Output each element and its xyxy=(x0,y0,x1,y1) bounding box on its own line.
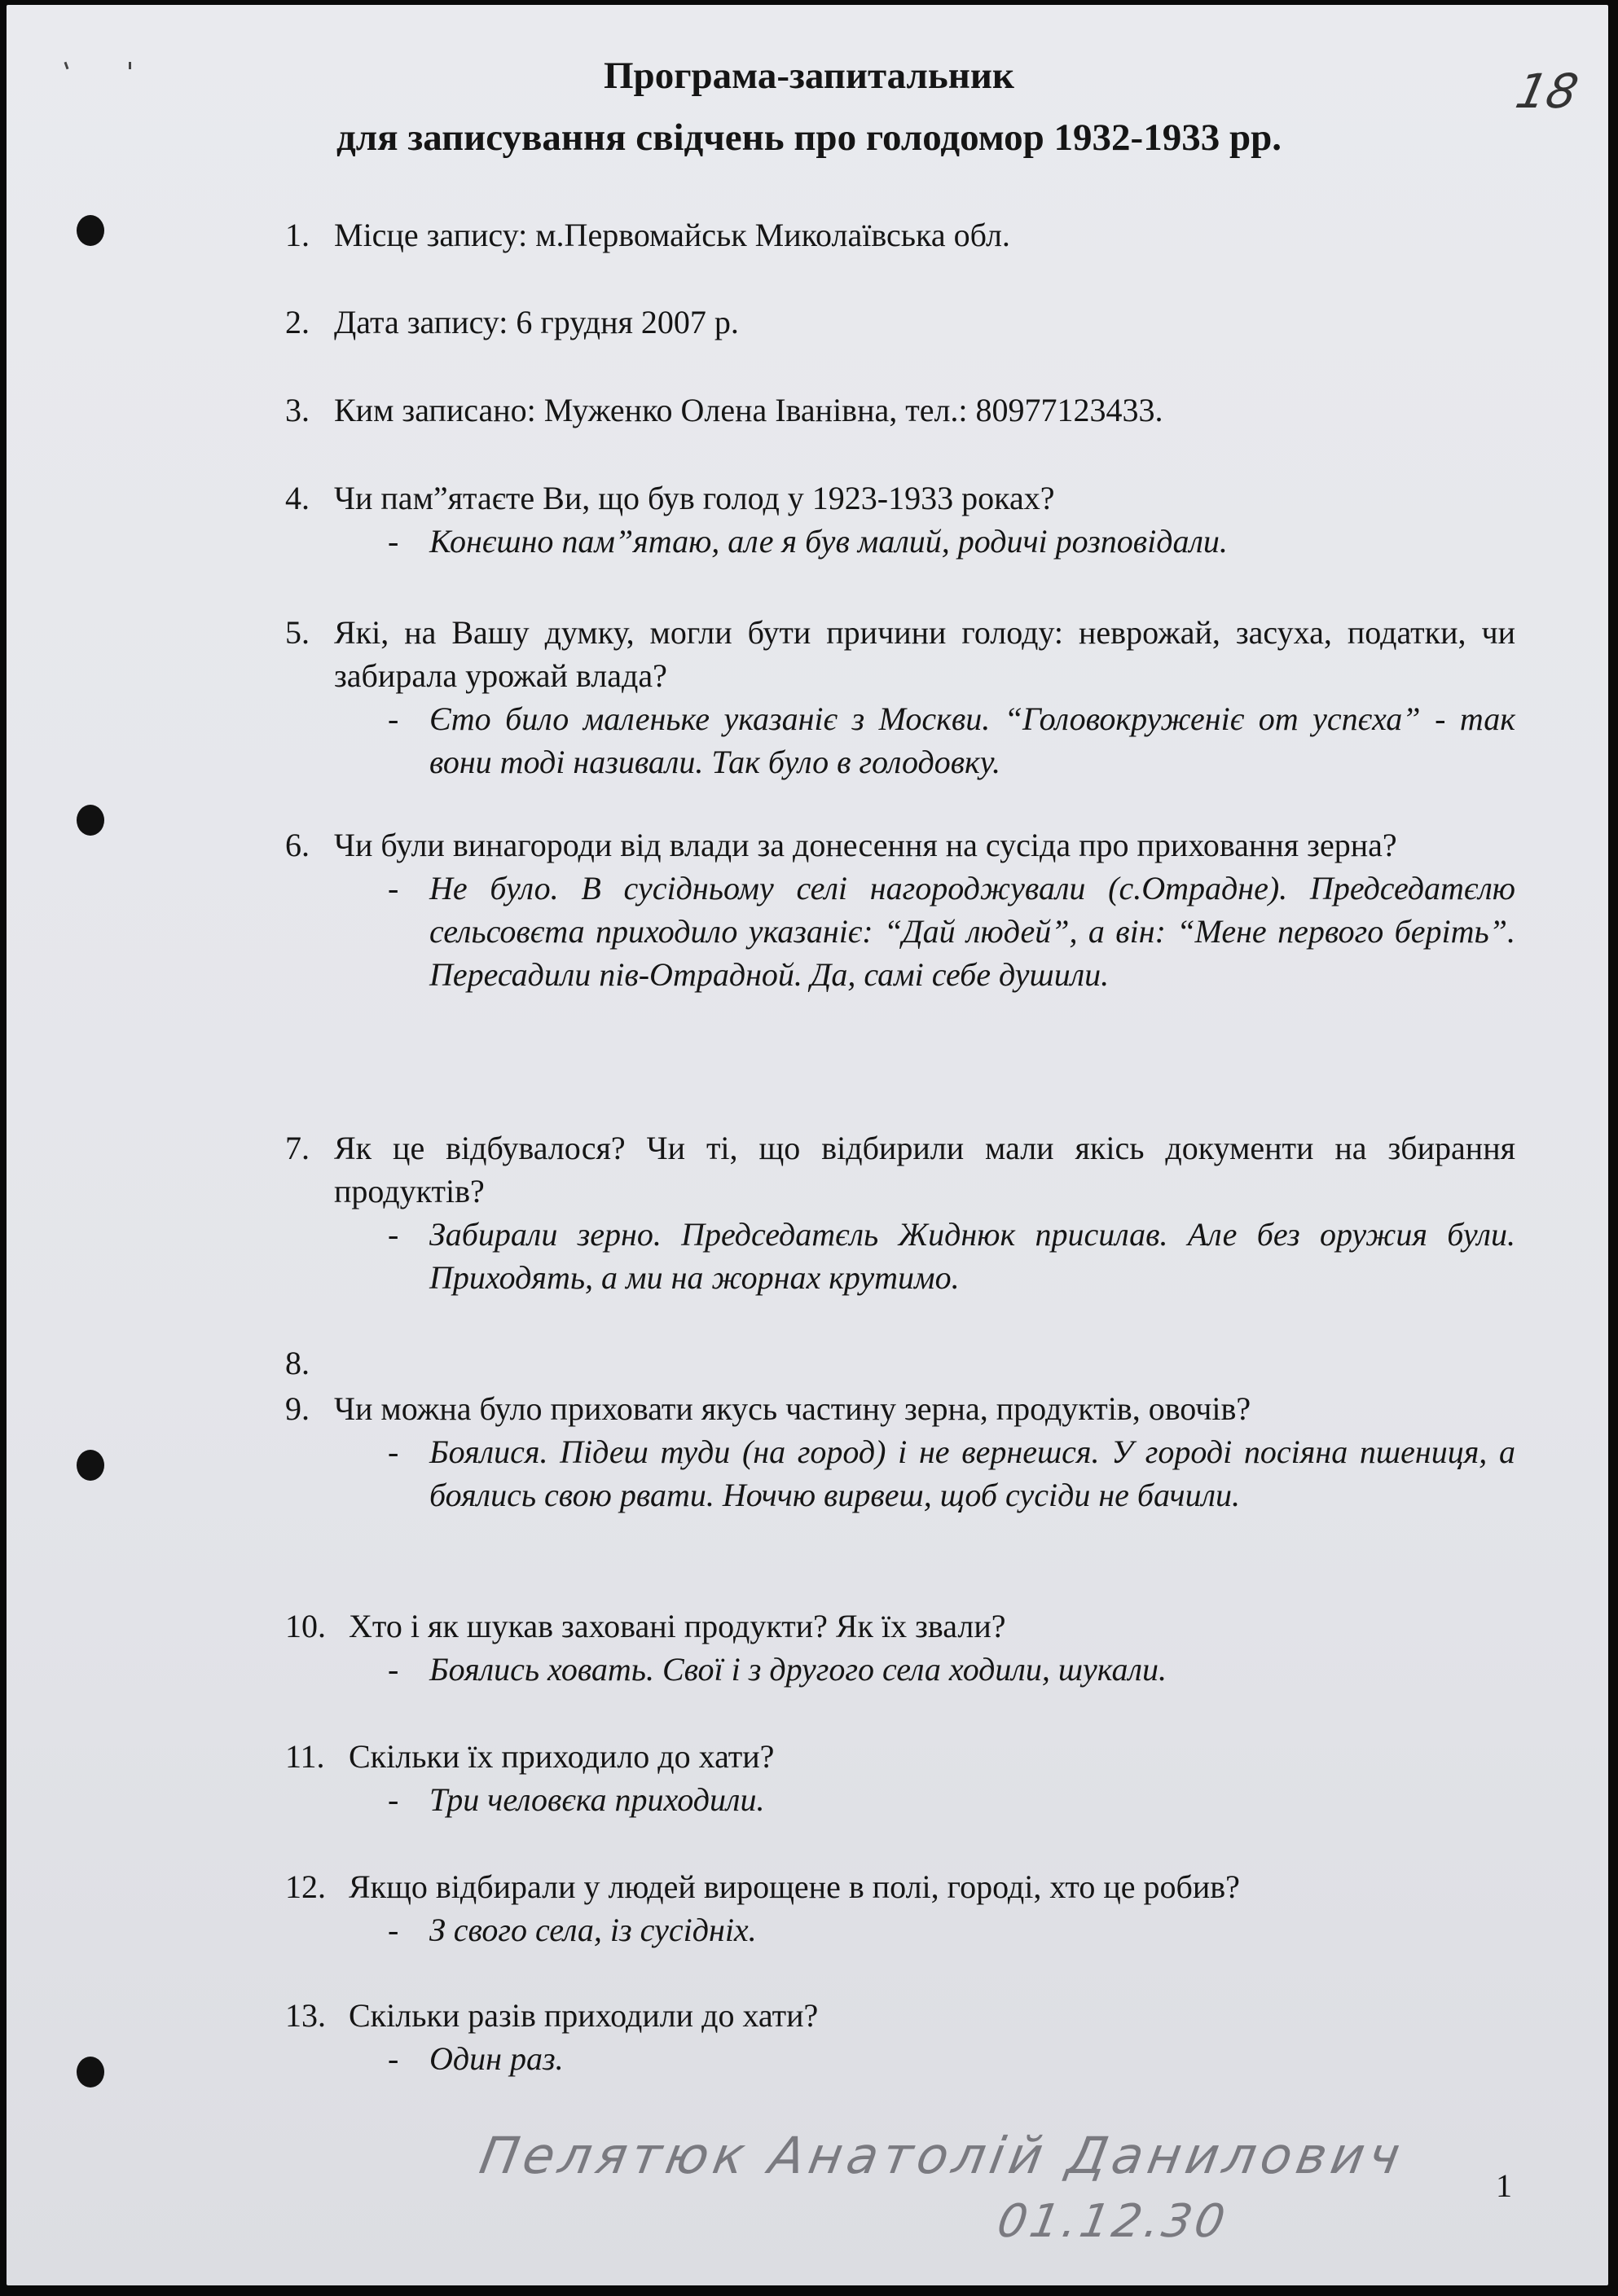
question-text: Дата запису: 6 грудня 2007 р. xyxy=(334,304,739,340)
answer-dash: - xyxy=(388,1433,399,1470)
answer-text: Боялись ховать. Свої і з другого села ходили, шукали. xyxy=(429,1651,1167,1688)
answer xyxy=(388,2037,1515,2080)
handwritten-signature-date: 01.12.30 xyxy=(993,2195,1233,2248)
answer-text: Єто било маленьке указаніє з Москви. “Головокруженіє от успєха” - так вони тоді називали. Так було в голодовку. xyxy=(429,700,1515,780)
item-number: 5. xyxy=(285,614,310,651)
answer-dash: - xyxy=(388,870,399,907)
item-number: 1. xyxy=(285,217,310,253)
question-text: Скільки їх приходило до хати? xyxy=(349,1738,775,1775)
punch-hole xyxy=(77,215,104,246)
answer xyxy=(388,1648,1515,1691)
question-7 xyxy=(285,1126,1515,1299)
answer-text: Боялися. Підеш туди (на город) і не вернешся. У городі посіяна пшениця, а боялись свою рвати. Ноччю вирвеш, щоб сусіди не бачили. xyxy=(429,1433,1515,1513)
item-number: 13. xyxy=(285,1997,326,2034)
answer-dash: - xyxy=(388,2040,399,2077)
question-9 xyxy=(285,1387,1515,1517)
answer-text: Три человєка приходили. xyxy=(429,1781,765,1818)
question-text: Хто і як шукав заховані продукти? Як їх звали? xyxy=(349,1608,1006,1644)
question-12 xyxy=(285,1865,1515,1951)
answer-text: Не було. В сусідньому селі нагороджували (с.Отрадне). Председатєлю сельсовєта приходило указаніє: “Дай людей”, а він: “Мене первого беріть”. Пересадили пів-Отрадной. Да, самі себе душили. xyxy=(429,870,1515,993)
answer-dash: - xyxy=(388,523,399,560)
answer-dash: - xyxy=(388,1912,399,1948)
question-1 xyxy=(285,213,1515,257)
answer xyxy=(388,1778,1515,1821)
item-number: 4. xyxy=(285,480,310,516)
answer-dash: - xyxy=(388,700,399,737)
answer-text: Конєшно пам”ятаю, але я був малий, родичі розповідали. xyxy=(429,523,1228,560)
question-text: Чи були винагороди від влади за донесення на сусіда про приховання зерна? xyxy=(334,827,1397,863)
question-text: Які, на Вашу думку, могли бути причини голоду: неврожай, засуха, податки, чи забирала урожай влада? xyxy=(334,614,1515,694)
punch-hole xyxy=(77,805,104,836)
question-text: Чи можна було приховати якусь частину зерна, продуктів, овочів? xyxy=(334,1390,1251,1427)
document-subtitle: для записування свідчень про голодомор 1932-1933 рр. xyxy=(336,116,1282,159)
item-number: 11. xyxy=(285,1738,325,1775)
punch-hole xyxy=(77,1450,104,1481)
answer xyxy=(388,867,1515,996)
answer-dash: - xyxy=(388,1651,399,1688)
item-number: 8. xyxy=(285,1345,310,1381)
question-text: Ким записано: Муженко Олена Іванівна, тел.: 80977123433. xyxy=(334,392,1163,428)
question-2 xyxy=(285,301,1515,344)
question-11 xyxy=(285,1735,1515,1821)
answer-dash: - xyxy=(388,1216,399,1253)
item-number: 3. xyxy=(285,392,310,428)
question-text: Як це відбувалося? Чи ті, що відбирили мали якісь документи на збирання продуктів? xyxy=(334,1130,1515,1209)
item-number: 6. xyxy=(285,827,310,863)
item-number: 9. xyxy=(285,1390,310,1427)
item-number: 7. xyxy=(285,1130,310,1166)
handwritten-signature-name: Пелятюк Анатолій Данилович xyxy=(475,2126,1409,2185)
question-text: Чи пам”ятаєте Ви, що був голод у 1923-1933 роках? xyxy=(334,480,1055,516)
answer-text: Забирали зерно. Председатєль Жиднюк присилав. Але без оружия були. Приходять, а ми на жорнах крутимо. xyxy=(429,1216,1515,1296)
question-4 xyxy=(285,476,1515,563)
page-number: 1 xyxy=(1496,2167,1512,2204)
question-10 xyxy=(285,1605,1515,1691)
item-number: 12. xyxy=(285,1868,326,1905)
answer xyxy=(388,1213,1515,1299)
document-title: Програма-запитальник xyxy=(604,55,1014,97)
handwritten-sheet-number: 18 xyxy=(1510,64,1584,119)
question-text: Якщо відбирали у людей вирощене в полі, городі, хто це робив? xyxy=(349,1868,1240,1905)
question-text: Скільки разів приходили до хати? xyxy=(349,1997,819,2034)
punch-hole xyxy=(77,2057,104,2087)
answer xyxy=(388,697,1515,784)
answer xyxy=(388,1908,1515,1951)
answer xyxy=(388,1430,1515,1517)
answer-dash: - xyxy=(388,1781,399,1818)
question-13 xyxy=(285,1994,1515,2080)
question-3 xyxy=(285,389,1515,432)
item-number: 2. xyxy=(285,304,310,340)
answer-text: З свого села, із сусідніх. xyxy=(429,1912,757,1948)
question-6 xyxy=(285,823,1515,996)
question-5 xyxy=(285,611,1515,784)
answer xyxy=(388,520,1515,563)
answer-text: Один раз. xyxy=(429,2040,564,2077)
item-number: 10. xyxy=(285,1608,326,1644)
question-text: Місце запису: м.Первомайськ Миколаївська обл. xyxy=(334,217,1010,253)
